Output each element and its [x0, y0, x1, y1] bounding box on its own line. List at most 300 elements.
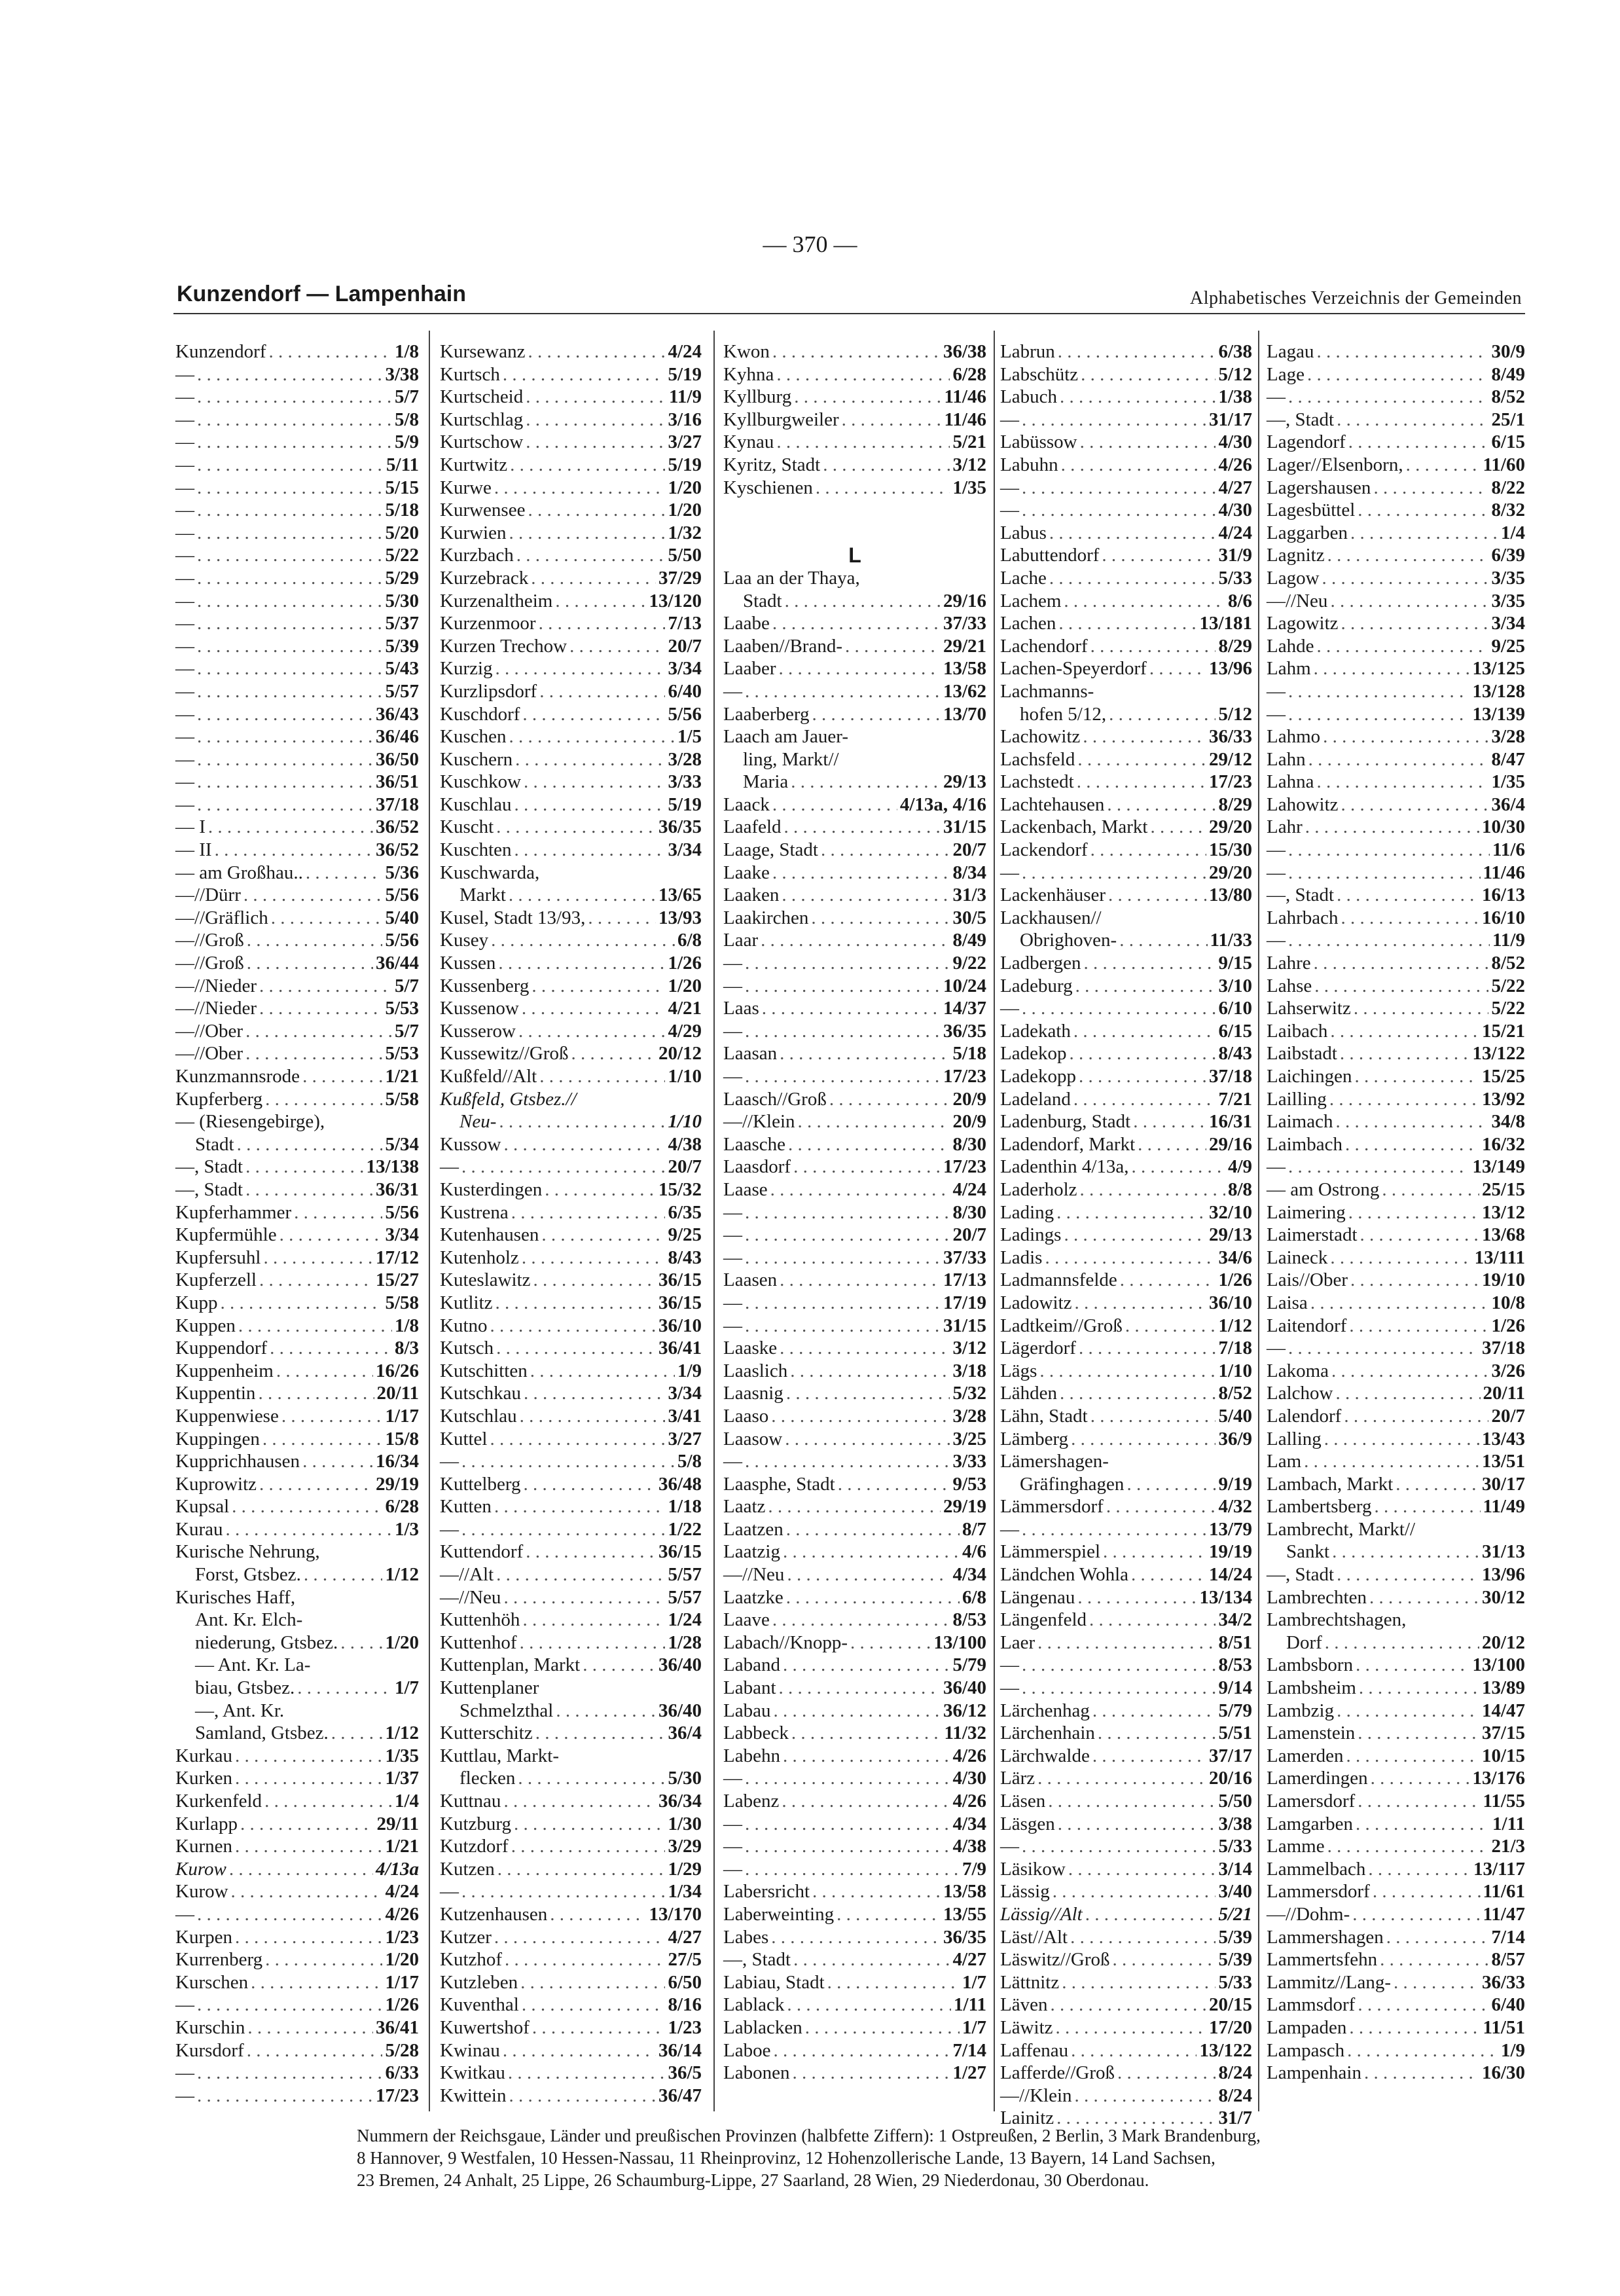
entry-name: Lachstedt — [1000, 771, 1074, 793]
entry-name: Kutzburg — [440, 1813, 512, 1834]
dot-leader — [1373, 477, 1488, 500]
entry-name: Kurische Nehrung, — [175, 1541, 320, 1563]
entry-reference-number: 8/52 — [1491, 953, 1525, 974]
dot-leader — [281, 1405, 383, 1428]
index-entry — [1000, 952, 1252, 975]
dot-leader — [522, 1609, 665, 1631]
index-entry — [1000, 635, 1252, 658]
dot-leader — [229, 1858, 373, 1881]
index-entry — [723, 1903, 986, 1926]
entry-reference-number: 5/19 — [668, 363, 702, 385]
dot-leader — [526, 1540, 656, 1563]
dot-leader — [197, 477, 382, 500]
index-entry — [1000, 2016, 1252, 2039]
index-entry — [175, 1903, 419, 1926]
index-entry — [1267, 725, 1525, 748]
entry-name: Kunzendorf — [175, 341, 266, 362]
entry-reference-number: 16/34 — [375, 1451, 419, 1472]
dot-leader — [197, 635, 382, 658]
entry-reference-number: 6/50 — [668, 1971, 702, 1993]
index-entry — [723, 1586, 986, 1609]
entry-reference-number: 3/33 — [952, 1451, 986, 1472]
index-entry — [440, 567, 702, 590]
index-entry — [175, 1178, 419, 1201]
index-entry — [1000, 1315, 1252, 1338]
entry-name: Forst, Gtsbez. — [195, 1564, 301, 1586]
index-entry — [175, 1880, 419, 1903]
dot-leader — [1358, 1722, 1479, 1745]
entry-reference-number: 1/26 — [385, 1994, 419, 2016]
entry-reference-number: 1/28 — [668, 1631, 702, 1653]
index-entry — [723, 1563, 986, 1586]
dot-leader — [1314, 657, 1470, 680]
index-entry — [440, 522, 702, 545]
entry-reference-number: 5/50 — [668, 545, 702, 566]
entry-reference-number: 5/79 — [952, 1654, 986, 1676]
entry-name: — — [175, 771, 194, 793]
entry-reference-number: 1/9 — [1500, 2039, 1525, 2061]
dot-leader — [1314, 975, 1488, 998]
entry-reference-number: 17/19 — [943, 1292, 986, 1313]
entry-name: Kurpen — [175, 1926, 232, 1948]
entry-name: Dorf — [1286, 1631, 1322, 1653]
running-title: Kunzendorf — Lampenhain — [177, 282, 466, 306]
entry-reference-number: 3/28 — [668, 748, 702, 770]
entry-name: — — [1267, 386, 1286, 408]
entry-name: Kurrenberg — [175, 1949, 263, 1971]
index-entry — [1267, 1247, 1525, 1269]
entry-reference-number: 31/13 — [1481, 1541, 1525, 1563]
entry-reference-number: 20/7 — [952, 839, 986, 861]
entry-reference-number: 20/9 — [952, 1088, 986, 1110]
dot-leader — [1288, 862, 1481, 884]
entry-reference-number: 15/27 — [375, 1269, 419, 1291]
entry-name: Kyllburgweiler — [723, 409, 839, 430]
dot-leader — [511, 1835, 666, 1858]
dot-leader — [1288, 703, 1469, 726]
entry-reference-number: 1/26 — [1218, 1269, 1252, 1291]
entry-name: — am Großhau.. — [175, 862, 303, 883]
entry-reference-number: 5/56 — [385, 1201, 419, 1223]
index-entry — [1267, 363, 1525, 386]
index-entry — [723, 929, 986, 952]
index-entry — [723, 997, 986, 1020]
dot-leader — [1352, 1903, 1480, 1926]
index-entry — [175, 1654, 419, 1677]
dot-leader — [1071, 2039, 1197, 2062]
index-entry — [175, 680, 419, 703]
index-entry — [1267, 1110, 1525, 1133]
index-entry — [1000, 1835, 1252, 1858]
entry-name: Laggarben — [1267, 522, 1348, 543]
index-entry — [1267, 680, 1525, 703]
entry-reference-number: 13/12 — [1481, 1201, 1525, 1223]
entry-name: Laase — [723, 1178, 768, 1200]
index-entry — [440, 1450, 702, 1473]
entry-name: Lahr — [1267, 816, 1303, 838]
entry-name: Laitendorf — [1267, 1315, 1347, 1336]
entry-name: Lachen-Speyerdorf — [1000, 658, 1147, 680]
entry-reference-number: 5/11 — [386, 454, 419, 475]
dot-leader — [776, 363, 950, 386]
index-entry — [1000, 997, 1252, 1020]
index-entry — [723, 1360, 986, 1383]
entry-name: — — [1267, 862, 1286, 883]
dot-leader — [829, 1088, 950, 1111]
entry-name: Sankt — [1286, 1541, 1330, 1563]
entry-name: Lagau — [1267, 341, 1314, 362]
entry-name: Lahde — [1267, 635, 1314, 657]
index-entry — [440, 1518, 702, 1541]
entry-name: — — [1000, 998, 1019, 1019]
entry-reference-number: 7/21 — [1218, 1088, 1252, 1110]
entry-name: Laimerstadt — [1267, 1224, 1358, 1246]
dot-leader — [1022, 477, 1215, 500]
entry-reference-number: 5/22 — [1491, 975, 1525, 996]
index-entry — [440, 1042, 702, 1065]
entry-reference-number: 6/28 — [952, 363, 986, 385]
dot-leader — [783, 1540, 960, 1563]
dot-leader — [1107, 793, 1215, 816]
dot-leader — [509, 522, 665, 545]
entry-reference-number: 13/111 — [1474, 1247, 1525, 1268]
dot-leader — [514, 793, 666, 816]
dot-leader — [793, 1948, 950, 1971]
entry-reference-number: 36/35 — [943, 1020, 986, 1042]
entry-reference-number: 17/23 — [943, 1066, 986, 1087]
index-entry — [175, 522, 419, 545]
index-entry — [440, 793, 702, 816]
entry-reference-number: 17/23 — [375, 2085, 419, 2106]
dot-leader — [245, 1156, 363, 1178]
dot-leader — [197, 680, 382, 703]
entry-name: Kutzer — [440, 1926, 492, 1948]
entry-name: —//Nieder — [175, 975, 257, 996]
dot-leader — [837, 1903, 941, 1926]
dot-leader — [1350, 1269, 1479, 1292]
dot-leader — [1133, 1110, 1206, 1133]
entry-reference-number: 3/34 — [1491, 613, 1525, 634]
entry-name: Laibstadt — [1267, 1043, 1337, 1065]
entry-reference-number: 36/12 — [943, 1700, 986, 1721]
index-entry — [1267, 1269, 1525, 1292]
entry-name: Ladbergen — [1000, 953, 1081, 974]
entry-reference-number: 1/11 — [1492, 1813, 1525, 1834]
index-entry — [1000, 1428, 1252, 1451]
index-entry — [1000, 703, 1252, 726]
entry-reference-number: 6/10 — [1218, 998, 1252, 1019]
entry-reference-number: 17/13 — [943, 1269, 986, 1291]
dot-leader — [522, 1247, 666, 1269]
entry-name: Kuschwarda, — [440, 862, 540, 883]
entry-name: Kuttlau, Markt- — [440, 1745, 560, 1766]
entry-name: Kyritz, Stadt — [723, 454, 821, 475]
index-entry — [175, 1518, 419, 1541]
dot-leader — [791, 1722, 942, 1745]
entry-reference-number: 20/11 — [1483, 1383, 1525, 1404]
dot-leader — [569, 635, 665, 658]
index-entry — [440, 1858, 702, 1881]
entry-name: Lahn — [1267, 748, 1306, 770]
dot-leader — [1332, 1540, 1479, 1563]
index-entry — [1267, 1224, 1525, 1247]
dot-leader — [528, 340, 665, 363]
entry-name: Lackenbach, Markt — [1000, 816, 1148, 838]
dot-leader — [1324, 1428, 1479, 1451]
entry-name: — (Riesengebirge), — [175, 1111, 325, 1133]
entry-reference-number: 4/26 — [1218, 454, 1252, 475]
dot-leader — [1348, 431, 1489, 454]
index-entry — [175, 929, 419, 952]
index-entry — [1267, 748, 1525, 771]
dot-leader — [1077, 748, 1206, 771]
dot-leader — [1103, 1540, 1206, 1563]
dot-leader — [845, 635, 941, 658]
index-entry — [1000, 1586, 1252, 1609]
entry-reference-number: 3/29 — [668, 1836, 702, 1857]
entry-name: — — [1000, 500, 1019, 521]
entry-reference-number: 1/7 — [962, 2016, 986, 2038]
index-entry — [440, 1948, 702, 1971]
entry-name: Lähden — [1000, 1383, 1057, 1404]
index-entry — [723, 1926, 986, 1949]
index-entry — [1267, 2039, 1525, 2062]
dot-leader — [787, 1563, 950, 1586]
entry-reference-number: 5/58 — [385, 1088, 419, 1110]
dot-leader — [783, 1745, 950, 1768]
index-entry — [1267, 1088, 1525, 1111]
entry-name: —, Ant. Kr. — [195, 1700, 285, 1721]
entry-reference-number: 29/21 — [943, 635, 986, 657]
footnote-line: Nummern der Reichsgaue, Länder und preußischen Provinzen (halbfette Ziffern): 1 Ostpreußen, 2 Berlin, 3 Mark Brandenburg, — [357, 2126, 1261, 2145]
index-entry — [440, 839, 702, 862]
index-entry — [175, 1405, 419, 1428]
dot-leader — [231, 1880, 383, 1903]
dot-leader — [304, 1563, 383, 1586]
dot-leader — [790, 1360, 950, 1383]
entry-name: Kurtschow — [440, 431, 524, 453]
entry-reference-number: 5/33 — [1218, 1836, 1252, 1857]
index-entry — [175, 1745, 419, 1768]
dot-leader — [247, 952, 373, 975]
index-entry — [723, 771, 986, 793]
dot-leader — [1080, 1178, 1225, 1201]
entry-name: — — [723, 1020, 742, 1042]
index-entry — [440, 997, 702, 1020]
index-entry — [723, 1813, 986, 1836]
entry-name: Kwittein — [440, 2085, 507, 2106]
entry-name: Kussenberg — [440, 975, 530, 996]
entry-name: Laasan — [723, 1043, 778, 1065]
entry-name: — — [175, 726, 194, 748]
index-entry — [723, 1473, 986, 1496]
dot-leader — [745, 1224, 950, 1247]
dot-leader — [532, 2016, 666, 2039]
entry-reference-number: 37/18 — [375, 793, 419, 815]
entry-reference-number: 13/100 — [1472, 1654, 1525, 1676]
index-entry — [723, 1518, 986, 1541]
dot-leader — [331, 1722, 383, 1745]
index-entry — [440, 1586, 702, 1609]
entry-reference-number: 4/6 — [962, 1541, 986, 1563]
entry-name: — II — [175, 839, 212, 861]
entry-name: Kutzen — [440, 1858, 495, 1880]
index-entry — [1000, 884, 1252, 907]
index-entry — [175, 2039, 419, 2062]
entry-reference-number: 7/13 — [668, 613, 702, 634]
entry-name: — — [723, 1858, 742, 1880]
dot-leader — [745, 1247, 941, 1269]
dot-leader — [1062, 1971, 1215, 1994]
entry-name: Kurzenaltheim — [440, 590, 553, 611]
index-entry — [1267, 1315, 1525, 1338]
entry-name: Labiau, Stadt — [723, 1971, 825, 1993]
index-entry — [1267, 1858, 1525, 1881]
dot-leader — [1058, 1813, 1216, 1836]
column-divider — [994, 331, 995, 2111]
dot-leader — [1395, 1473, 1479, 1496]
dot-leader — [745, 1201, 950, 1224]
index-entry — [723, 1790, 986, 1813]
entry-reference-number: 15/32 — [658, 1178, 702, 1200]
index-entry — [1267, 1292, 1525, 1315]
entry-name: Laar — [723, 930, 759, 951]
index-entry — [723, 884, 986, 907]
entry-name: Lackhausen// — [1000, 907, 1102, 928]
dot-leader — [745, 1858, 960, 1881]
entry-reference-number: 16/31 — [1208, 1111, 1252, 1133]
entry-reference-number: 5/21 — [952, 431, 986, 453]
index-entry — [1267, 1971, 1525, 1994]
entry-name: Lambertsberg — [1267, 1496, 1372, 1518]
index-entry — [440, 1020, 702, 1043]
entry-reference-number: 29/19 — [375, 1473, 419, 1495]
entry-reference-number: 5/19 — [668, 454, 702, 475]
index-entry — [440, 975, 702, 998]
dot-leader — [1079, 1337, 1216, 1360]
dot-leader — [1375, 1495, 1481, 1518]
dot-leader — [1037, 1767, 1206, 1790]
entry-name: Lagnitz — [1267, 545, 1325, 566]
index-entry — [175, 1767, 419, 1790]
entry-reference-number: 3/25 — [952, 1428, 986, 1449]
dot-leader — [259, 1269, 373, 1292]
entry-reference-number: 11/46 — [944, 409, 986, 430]
entry-reference-number: 3/35 — [1491, 590, 1525, 611]
index-entry — [1000, 431, 1252, 454]
entry-name: Lablack — [723, 1994, 785, 2016]
index-entry — [440, 1677, 702, 1700]
entry-name: Laatzig — [723, 1541, 780, 1563]
dot-leader — [1307, 363, 1488, 386]
dot-leader — [496, 1563, 665, 1586]
index-entry — [175, 1360, 419, 1383]
index-entry — [1000, 1247, 1252, 1269]
entry-name: Laband — [723, 1654, 780, 1676]
entry-reference-number: 36/48 — [658, 1473, 702, 1495]
entry-reference-number: 1/29 — [668, 1858, 702, 1880]
entry-name: Lahmo — [1267, 726, 1321, 748]
entry-reference-number: 4/24 — [952, 1178, 986, 1200]
dot-leader — [1329, 1088, 1479, 1111]
entry-reference-number: 36/10 — [1208, 1292, 1252, 1313]
entry-reference-number: 1/35 — [385, 1745, 419, 1766]
entry-reference-number: 37/15 — [1481, 1722, 1525, 1744]
entry-name: Kuppingen — [175, 1428, 260, 1449]
dot-leader — [1113, 1948, 1216, 1971]
index-entry — [440, 2016, 702, 2039]
dot-leader — [768, 1495, 941, 1518]
entry-name: Labonen — [723, 2062, 790, 2084]
dot-leader — [783, 1654, 950, 1677]
dot-leader — [1358, 1790, 1480, 1813]
entry-name: — — [723, 1768, 742, 1789]
entry-name: Kurschin — [175, 2016, 245, 2038]
dot-leader — [762, 997, 941, 1020]
dot-leader — [491, 929, 675, 952]
dot-leader — [461, 1156, 665, 1178]
entry-name: Längenfeld — [1000, 1609, 1087, 1631]
entry-name: hofen 5/12, — [1020, 703, 1107, 725]
entry-name: Kuppendorf — [175, 1338, 268, 1359]
index-entry — [440, 1065, 702, 1088]
entry-reference-number: 11/55 — [1483, 1791, 1525, 1812]
entry-name: Kusey — [440, 930, 489, 951]
entry-name: Kusserow — [440, 1020, 516, 1042]
index-entry — [175, 1042, 419, 1065]
index-entry — [1267, 952, 1525, 975]
entry-name: Labschütz — [1000, 363, 1079, 385]
index-column-2 — [440, 340, 702, 2107]
index-entry — [175, 1201, 419, 1224]
entry-reference-number: 5/12 — [1218, 363, 1252, 385]
index-entry — [723, 1835, 986, 1858]
header-rule — [173, 313, 1525, 314]
entry-name: Lässig — [1000, 1881, 1050, 1903]
entry-reference-number: 11/49 — [1483, 1496, 1525, 1518]
entry-name: — Ant. Kr. La- — [195, 1654, 311, 1676]
entry-reference-number: 5/57 — [668, 1564, 702, 1586]
dot-leader — [215, 839, 373, 862]
dot-leader — [1077, 771, 1206, 793]
entry-reference-number: 3/27 — [668, 1428, 702, 1449]
column-divider — [429, 331, 430, 2111]
entry-name: — — [723, 1451, 742, 1472]
entry-name: — — [175, 545, 194, 566]
entry-reference-number: 13/65 — [658, 884, 702, 906]
dot-leader — [297, 1677, 392, 1700]
entry-reference-number: 16/13 — [1481, 884, 1525, 906]
entry-name: Lambsborn — [1267, 1654, 1354, 1676]
entry-name: Kusel, Stadt 13/93, — [440, 907, 586, 928]
entry-name: Kutsch — [440, 1338, 494, 1359]
entry-name: Kuventhal — [440, 1994, 519, 2016]
entry-name: Laichingen — [1267, 1066, 1352, 1087]
entry-reference-number: 1/35 — [952, 477, 986, 498]
entry-reference-number: 3/34 — [668, 1383, 702, 1404]
entry-name: niederung, Gtsbez. — [195, 1631, 338, 1653]
dot-leader — [745, 680, 941, 703]
index-entry — [723, 590, 986, 613]
entry-name: Läsgen — [1000, 1813, 1055, 1834]
entry-reference-number: 1/17 — [385, 1971, 419, 1993]
entry-reference-number: 16/26 — [375, 1360, 419, 1381]
dot-leader — [1109, 703, 1215, 726]
index-entry — [723, 907, 986, 930]
entry-name: Laaben//Brand- — [723, 635, 842, 657]
index-entry — [723, 1292, 986, 1315]
entry-reference-number: 13/170 — [649, 1903, 702, 1925]
